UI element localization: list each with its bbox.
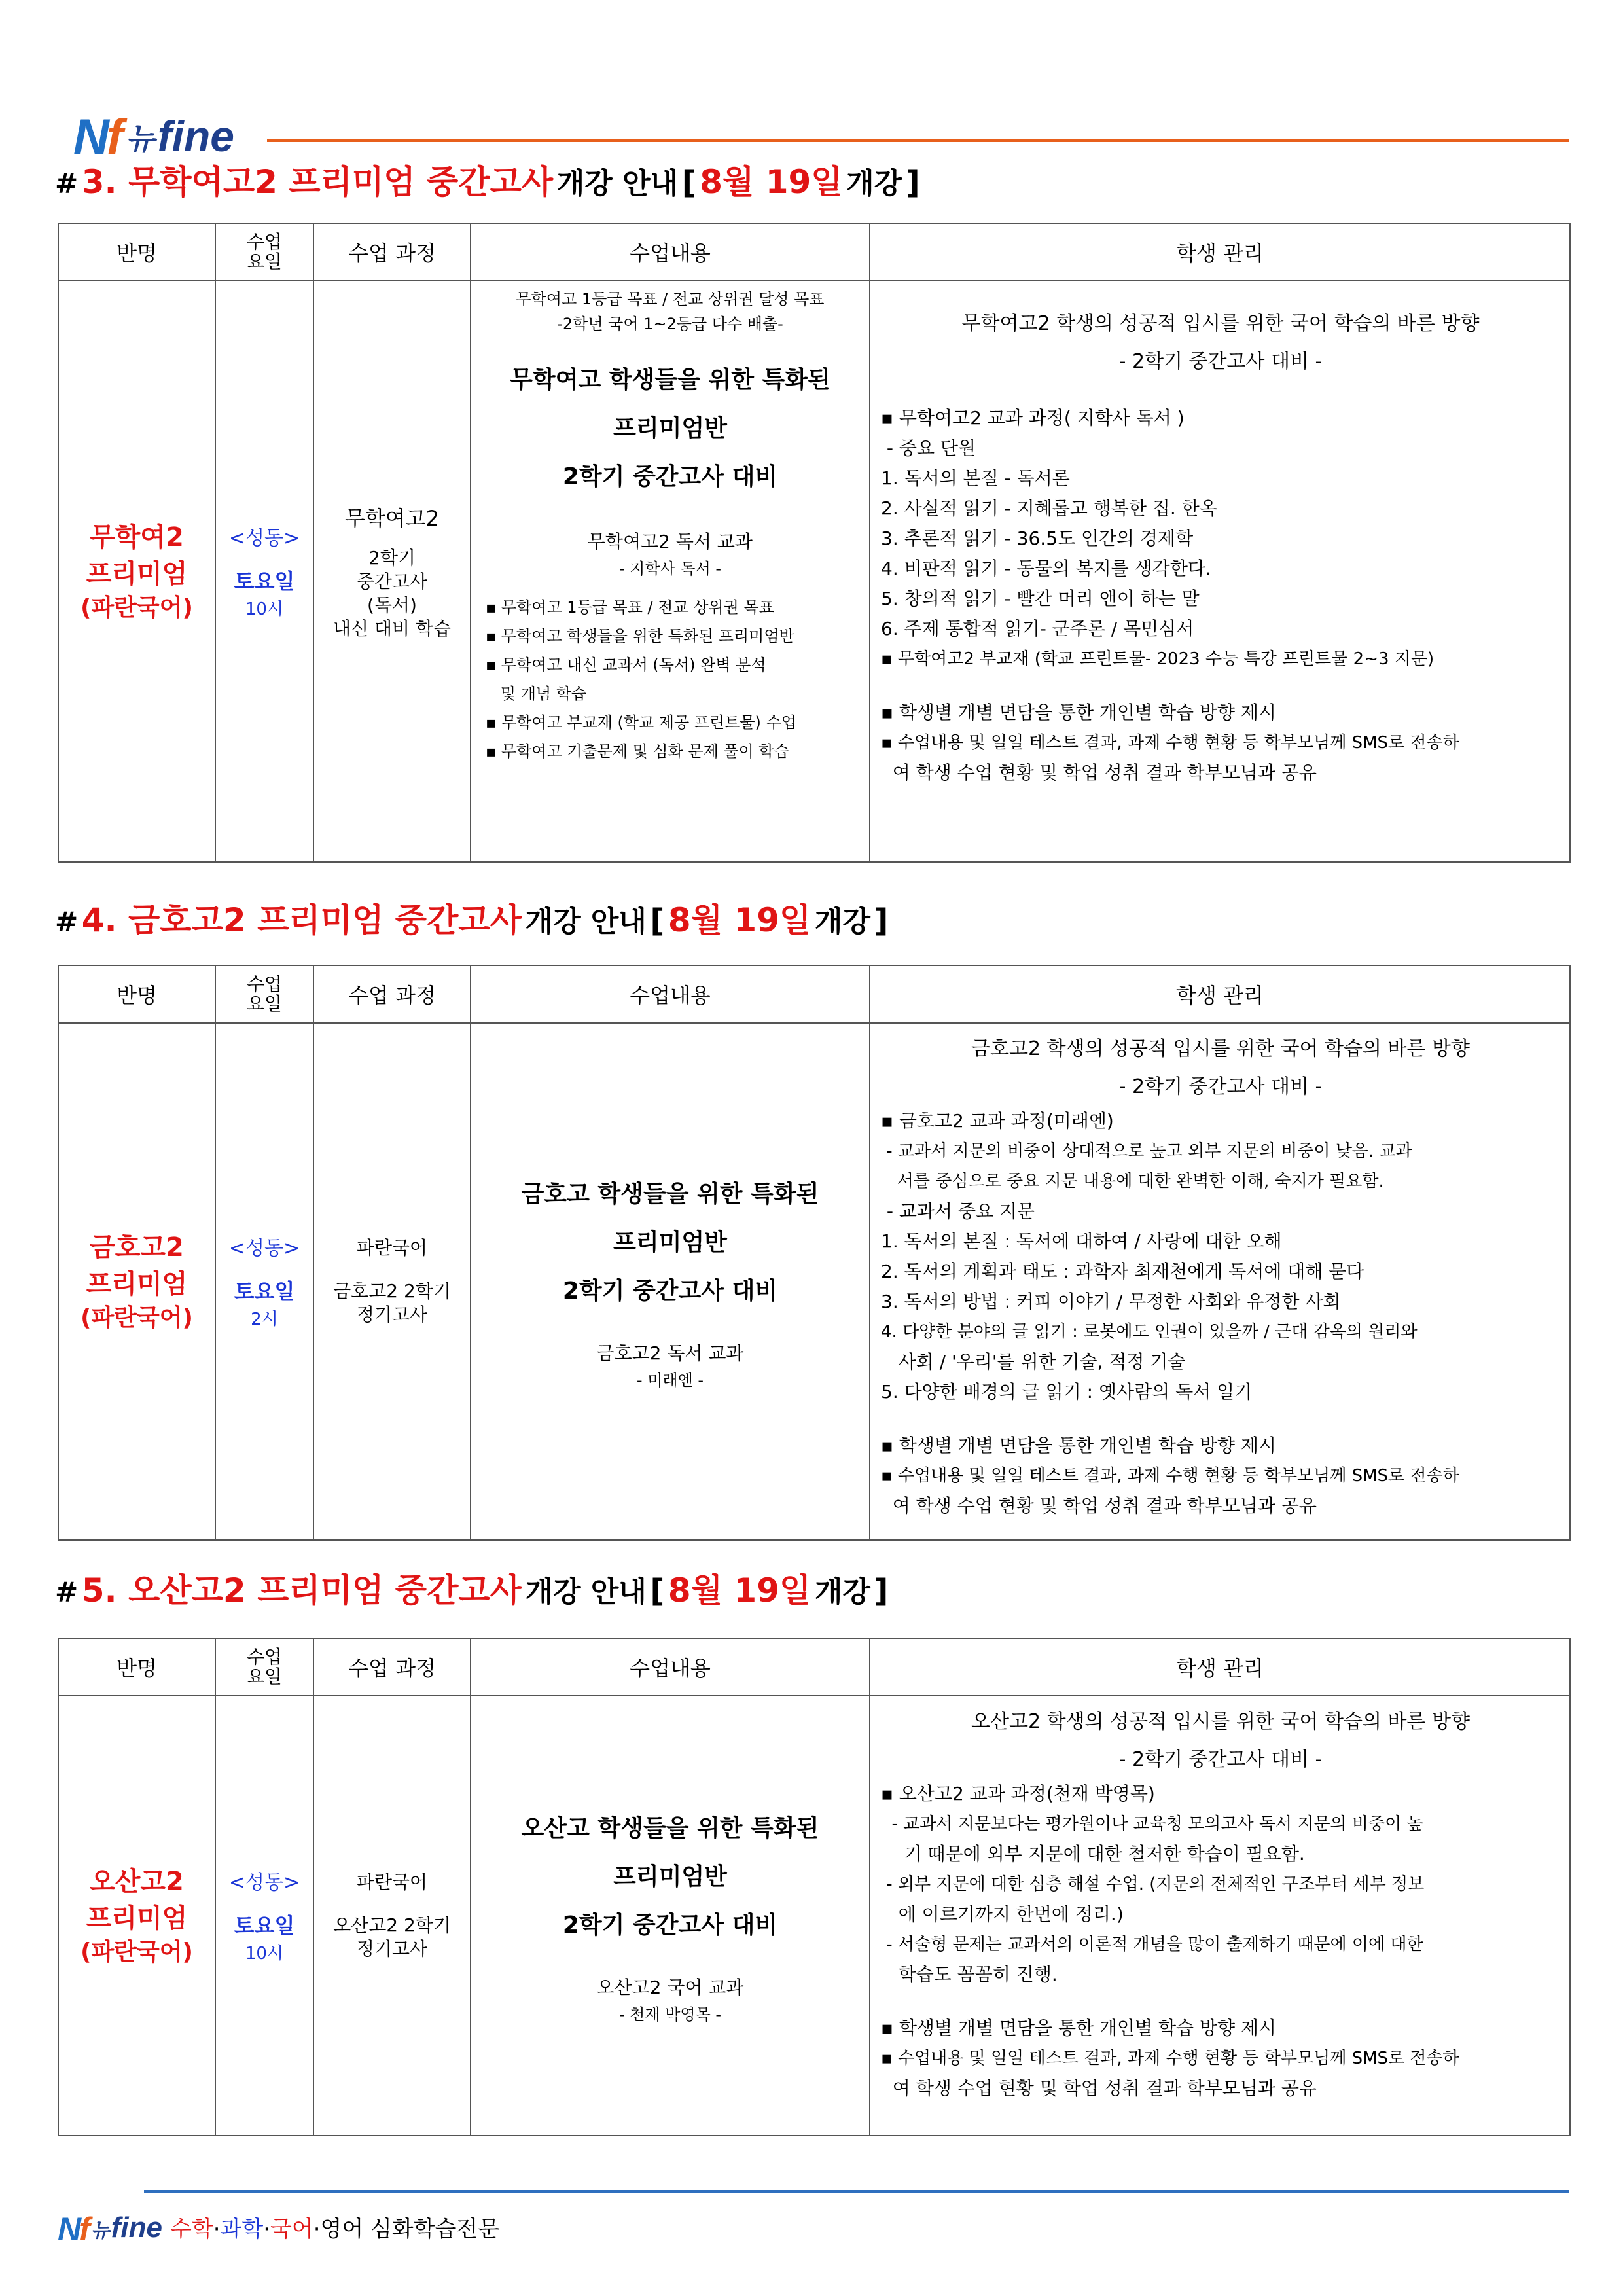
footer-logo-fine: fine	[111, 2212, 162, 2244]
header-class: 반명	[58, 223, 215, 281]
header-process: 수업 과정	[313, 965, 471, 1023]
content-cell: 오산고 학생들을 위한 특화된 프리미엄반 2학기 중간고사 대비 오산고2 국어 교과 - 천재 박영목 -	[471, 1696, 870, 2136]
header-process: 수업 과정	[313, 1638, 471, 1696]
process-cell: 무학여고2 2학기 중간고사 (독서) 내신 대비 학습	[313, 281, 471, 862]
mgmt-line: 1. 독서의 본질 - 독서론	[881, 467, 1070, 489]
management-cell: 오산고2 학생의 성공적 입시를 위한 국어 학습의 바른 방향 - 2학기 중간고사 대비 - ▪ 오산고2 교과 과정(천재 박영목) - 교과서 지문보다는 평가원이나 교육청 모의고사 독서 지문의 비중이 높 기 때문에 외부 지문에 대한 철저한 학습이 필요함. - 외부 지문에 대한 심층 해설 수업. (지문의 전체적인 구조부터 세부 정보 에 이르기까지 한번에 정리.) - 서술형 문제는 교과서의 이론적 개념을 많이 출제하기 때문에 이에 대한 학습도 꼼꼼히 진행. ▪ 학생별 개별 면담을 통한 개인별 학습 방향 제시 ▪ 수업내용 및 일일 테스트 결과, 과제 수행 현황 등 학부모님께 SMS로 전송하 여 학생 수업 현황 및 학업 성취 결과 학부모님과 공유	[870, 1696, 1570, 2136]
logo-korean: 뉴	[126, 121, 155, 156]
header-management: 학생 관리	[870, 965, 1570, 1023]
process-cell: 파란국어 오산고2 2학기 정기고사	[313, 1696, 471, 2136]
header-content: 수업내용	[471, 965, 870, 1023]
list-item: ▪ 무학여고 1등급 목표 / 전교 상위권 목표	[486, 598, 774, 617]
class-name-cell: 금호고2 프리미엄 (파란국어)	[58, 1023, 215, 1540]
mgmt-line: 서를 중심으로 중요 지문 내용에 대한 완벽한 이해, 숙지가 필요함.	[881, 1172, 1384, 1191]
brand-logo	[73, 103, 234, 165]
mgmt-line: ▪ 무학여고2 교과 과정( 지학사 독서 )	[881, 407, 1185, 429]
mgmt-line: 에 이르기까지 한번에 정리.)	[881, 1903, 1124, 1925]
footer-subject-4: 국어	[270, 2216, 313, 2242]
header-day-text: 수업 요일	[246, 231, 283, 272]
mgmt-line: ▪ 수업내용 및 일일 테스트 결과, 과제 수행 현황 등 학부모님께 SMS로 전송하	[881, 733, 1459, 753]
footer-subject-5: ·	[313, 2216, 321, 2242]
footer-divider	[144, 2190, 1569, 2193]
management-cell: 금호고2 학생의 성공적 입시를 위한 국어 학습의 바른 방향 - 2학기 중간고사 대비 - ▪ 금호고2 교과 과정(미래엔) - 교과서 지문의 비중이 상대적으로 높고 외부 지문의 비중이 낮음. 교과 서를 중심으로 중요 지문 내용에 대한 완벽한 이해, 숙지가 필요함. - 교과서 중요 지문 1. 독서의 본질 : 독서에 대하여 / 사랑에 대한 오해 2. 독서의 계획과 태도 : 과학자 최재천에게 독서에 대해 묻다 3. 독서의 방법 : 커피 이야기 / 무정한 사회와 유정한 사회 4. 다양한 분야의 글 읽기 : 로봇에도 인권이 있을까 / 근대 감옥의 원리와 사회 / '우리'를 위한 기술, 적정 기술 5. 다양한 배경의 글 읽기 : 옛사람의 독서 일기 ▪ 학생별 개별 면담을 통한 개인별 학습 방향 제시 ▪ 수업내용 및 일일 테스트 결과, 과제 수행 현황 등 학부모님께 SMS로 전송하 여 학생 수업 현황 및 학업 성취 결과 학부모님과 공유	[870, 1023, 1570, 1540]
footer	[58, 2211, 499, 2246]
footer-logo-mark: Nf	[58, 2211, 88, 2248]
mgmt-line: ▪ 수업내용 및 일일 테스트 결과, 과제 수행 현황 등 학부모님께 SMS로 전송하	[881, 1466, 1459, 1486]
mgmt-line: 여 학생 수업 현황 및 학업 성취 결과 학부모님과 공유	[881, 762, 1317, 783]
mgmt-line: ▪ 학생별 개별 면담을 통한 개인별 학습 방향 제시	[881, 702, 1277, 723]
table-header-row	[58, 223, 1570, 281]
mgmt-line: 학습도 꼼꼼히 진행.	[881, 1964, 1058, 1985]
mgmt-line: 3. 추론적 읽기 - 36.5도 인간의 경제학	[881, 528, 1194, 549]
logo-mark: Nf	[73, 109, 121, 165]
mgmt-line: - 교과서 중요 지문	[881, 1200, 1035, 1222]
mgmt-line: 여 학생 수업 현황 및 학업 성취 결과 학부모님과 공유	[881, 2077, 1317, 2099]
table-row	[58, 1696, 1570, 2136]
day-cell: <성동> 토요일 10시	[215, 281, 313, 862]
header-day-text: 수업 요일	[246, 1646, 283, 1687]
footer-logo-korean: 뉴	[90, 2219, 110, 2242]
header-day	[215, 965, 313, 1023]
list-item: ▪ 무학여고 부교재 (학교 제공 프린트물) 수업	[486, 713, 796, 732]
mgmt-line: 6. 주제 통합적 읽기- 군주론 / 목민심서	[881, 618, 1194, 639]
header-management: 학생 관리	[870, 1638, 1570, 1696]
day-cell: <성동> 토요일 10시	[215, 1696, 313, 2136]
management-cell: 무학여고2 학생의 성공적 입시를 위한 국어 학습의 바른 방향 - 2학기 중간고사 대비 - ▪ 무학여고2 교과 과정( 지학사 독서 ) - 중요 단원 1. 독서의 본질 - 독서론 2. 사실적 읽기 - 지혜롭고 행복한 집. 한옥 3. 추론적 읽기 - 36.5도 인간의 경제학 4. 비판적 읽기 - 동물의 복지를 생각한다. 5. 창의적 읽기 - 빨간 머리 앤이 하는 말 6. 주제 통합적 읽기- 군주론 / 목민심서 ▪ 무학여고2 부교재 (학교 프린트물- 2023 수능 특강 프린트물 2~3 지문) ▪ 학생별 개별 면담을 통한 개인별 학습 방향 제시 ▪ 수업내용 및 일일 테스트 결과, 과제 수행 현황 등 학부모님께 SMS로 전송하 여 학생 수업 현황 및 학업 성취 결과 학부모님과 공유	[870, 281, 1570, 862]
list-item: ▪ 무학여고 내신 교과서 (독서) 완벽 분석	[486, 656, 766, 674]
mgmt-line: 4. 다양한 분야의 글 읽기 : 로봇에도 인권이 있을까 / 근대 감옥의 원리와	[881, 1322, 1418, 1342]
logo-fine: fine	[157, 112, 234, 160]
section-title: # 4. 금호고2 프리미엄 중간고사 개강 안내 [ 8월 19일 개강 ]	[55, 901, 889, 939]
header-process: 수업 과정	[313, 223, 471, 281]
header-day	[215, 223, 313, 281]
footer-subject-3: ·	[263, 2216, 271, 2242]
header-content: 수업내용	[471, 223, 870, 281]
class-name-cell: 오산고2 프리미엄 (파란국어)	[58, 1696, 215, 2136]
mgmt-line: - 서술형 문제는 교과서의 이론적 개념을 많이 출제하기 때문에 이에 대한	[881, 1935, 1423, 1954]
day-cell: <성동> 토요일 2시	[215, 1023, 313, 1540]
mgmt-line: 2. 사실적 읽기 - 지혜롭고 행복한 집. 한옥	[881, 497, 1217, 519]
header-class: 반명	[58, 1638, 215, 1696]
mgmt-line: ▪ 무학여고2 부교재 (학교 프린트물- 2023 수능 특강 프린트물 2~3 지문)	[881, 649, 1435, 669]
footer-subject-0: 수학	[169, 2216, 213, 2242]
content-list	[471, 593, 869, 766]
list-item: ▪ 무학여고 학생들을 위한 특화된 프리미엄반	[486, 627, 794, 645]
class-name-cell: 무학여2 프리미엄 (파란국어)	[58, 281, 215, 862]
mgmt-line: - 중요 단원	[881, 437, 976, 459]
mgmt-line: 5. 창의적 읽기 - 빨간 머리 앤이 하는 말	[881, 588, 1200, 609]
mgmt-line: ▪ 수업내용 및 일일 테스트 결과, 과제 수행 현황 등 학부모님께 SMS로 전송하	[881, 2049, 1459, 2068]
mgmt-line: - 교과서 지문보다는 평가원이나 교육청 모의고사 독서 지문의 비중이 높	[881, 1814, 1423, 1834]
content-cell: 금호고 학생들을 위한 특화된 프리미엄반 2학기 중간고사 대비 금호고2 독서 교과 - 미래엔 -	[471, 1023, 870, 1540]
footer-subject-2: 과학	[220, 2216, 264, 2242]
mgmt-line: 3. 독서의 방법 : 커피 이야기 / 무정한 사회와 유정한 사회	[881, 1291, 1341, 1312]
table-header-row	[58, 1638, 1570, 1696]
header-divider	[267, 139, 1569, 142]
list-item: 및 개념 학습	[486, 685, 587, 703]
mgmt-line: - 교과서 지문의 비중이 상대적으로 높고 외부 지문의 비중이 낮음. 교과	[881, 1141, 1412, 1161]
list-item: ▪ 무학여고 기출문제 및 심화 문제 풀이 학습	[486, 742, 789, 761]
mgmt-line: 사회 / '우리'를 위한 기술, 적정 기술	[881, 1351, 1186, 1372]
mgmt-line: ▪ 오산고2 교과 과정(천재 박영목)	[881, 1783, 1155, 1804]
footer-subject-6: 영어	[320, 2216, 364, 2242]
table-row	[58, 1023, 1570, 1540]
mgmt-line: - 외부 지문에 대한 심층 해설 수업. (지문의 전체적인 구조부터 세부 정보	[881, 1874, 1425, 1894]
mgmt-line: ▪ 학생별 개별 면담을 통한 개인별 학습 방향 제시	[881, 2017, 1277, 2039]
header-class: 반명	[58, 965, 215, 1023]
header-day-text: 수업 요일	[246, 973, 283, 1014]
footer-subjects	[170, 2216, 363, 2242]
content-cell: 무학여고 1등급 목표 / 전교 상위권 달성 목표 -2학년 국어 1~2등급 다수 배출- 무학여고 학생들을 위한 특화된 프리미엄반 2학기 중간고사 대비 무학여고2 독서 교과 - 지학사 독서 - ▪ 무학여고 1등급 목표 / 전교 상위권 목표 ▪ 무학여고 학생들을 위한 특화된 프리미엄반 ▪ 무학여고 내신 교과서 (독서) 완벽 분석 및 개념 학습 ▪ 무학여고 부교재 (학교 제공 프린트물) 수업 ▪ 무학여고 기출문제 및 심화 문제 풀이 학습	[471, 281, 870, 862]
mgmt-line: 2. 독서의 계획과 태도 : 과학자 최재천에게 독서에 대해 묻다	[881, 1261, 1364, 1282]
mgmt-line: 기 때문에 외부 지문에 대한 철저한 학습이 필요함.	[881, 1843, 1305, 1865]
mgmt-line: 5. 다양한 배경의 글 읽기 : 옛사람의 독서 일기	[881, 1381, 1253, 1403]
footer-tagline: 심화학습전문	[363, 2216, 500, 2242]
process-cell: 파란국어 금호고2 2학기 정기고사	[313, 1023, 471, 1540]
mgmt-line: 여 학생 수업 현황 및 학업 성취 결과 학부모님과 공유	[881, 1495, 1317, 1516]
footer-slogan	[170, 2211, 499, 2243]
mgmt-line: ▪ 학생별 개별 면담을 통한 개인별 학습 방향 제시	[881, 1435, 1277, 1456]
table-row	[58, 281, 1570, 862]
mgmt-line: 4. 비판적 읽기 - 동물의 복지를 생각한다.	[881, 558, 1211, 579]
header-content: 수업내용	[471, 1638, 870, 1696]
table-header-row	[58, 965, 1570, 1023]
course-table	[58, 965, 1571, 1541]
course-table	[58, 1638, 1571, 2136]
mgmt-line: 1. 독서의 본질 : 독서에 대하여 / 사랑에 대한 오해	[881, 1230, 1282, 1252]
footer-subject-1: ·	[213, 2216, 221, 2242]
header-day	[215, 1638, 313, 1696]
section-title: # 5. 오산고2 프리미엄 중간고사 개강 안내 [ 8월 19일 개강 ]	[55, 1571, 889, 1609]
section-title: # 3. 무학여고2 프리미엄 중간고사 개강 안내 [ 8월 19일 개강 ]	[55, 163, 920, 201]
header-management: 학생 관리	[870, 223, 1570, 281]
mgmt-line: ▪ 금호고2 교과 과정(미래엔)	[881, 1110, 1114, 1132]
course-table	[58, 223, 1571, 863]
